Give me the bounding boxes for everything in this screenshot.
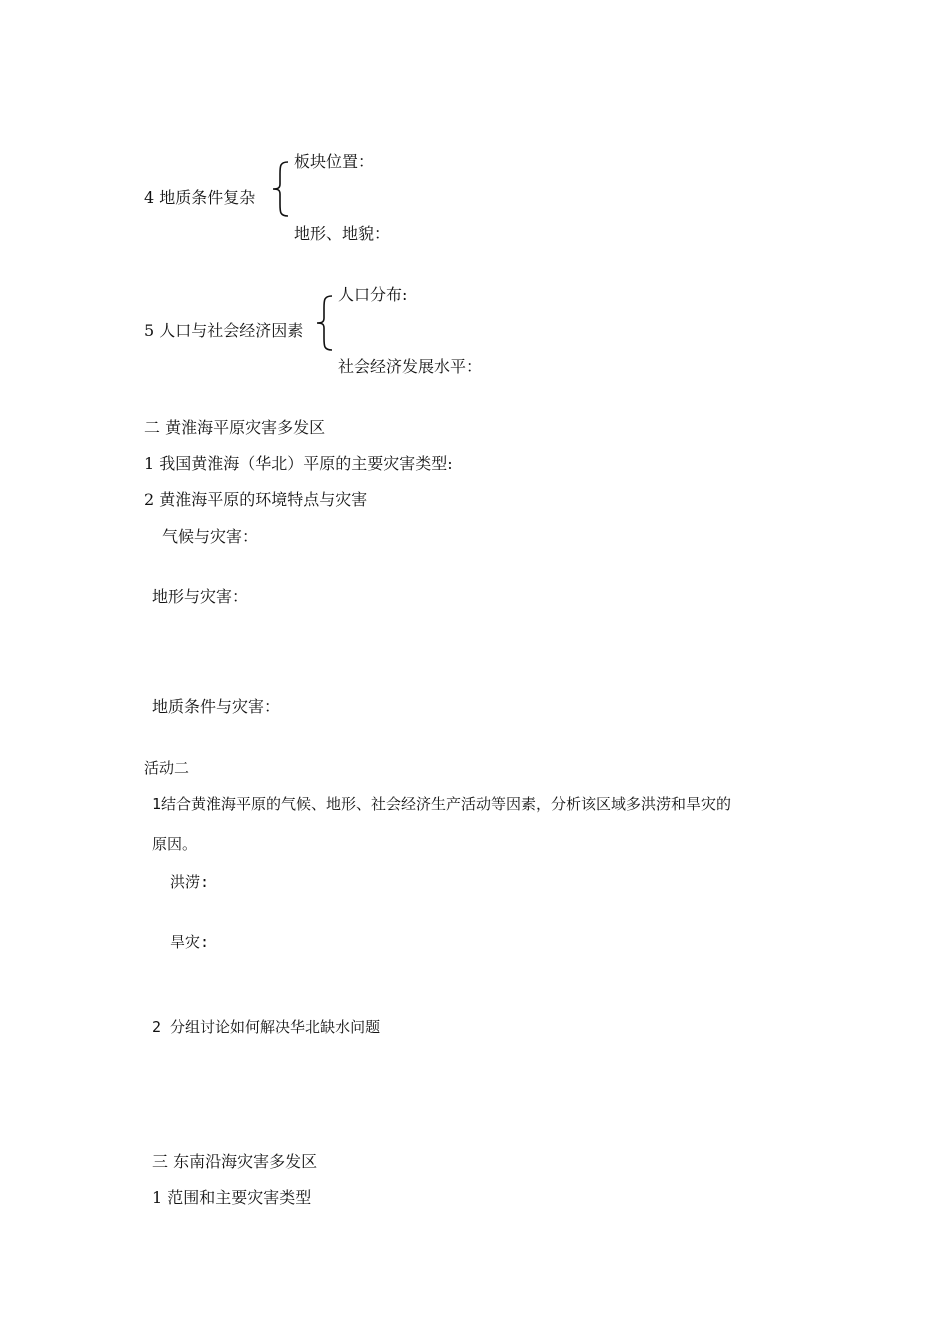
activity2-heading: 活动二 — [144, 759, 190, 777]
section2-heading: 二 黄淮海平原灾害多发区 — [144, 418, 326, 437]
section2-question-2: 2 黄淮海平原的环境特点与灾害 — [144, 490, 368, 509]
item5-development-label: 社会经济发展水平： — [338, 357, 483, 376]
item4-terrain-label: 地形、地貌： — [294, 224, 391, 243]
activity2-question-2: 2 分组讨论如何解决华北缺水问题 — [152, 1018, 381, 1036]
section2-question-1: 1 我国黄淮海（华北）平原的主要灾害类型: — [144, 454, 453, 473]
section3-heading: 三 东南沿海灾害多发区 — [152, 1152, 318, 1171]
item5-socioeconomic-label: 5 人口与社会经济因素 — [144, 321, 304, 340]
item4-geology-label: 4 地质条件复杂 — [144, 188, 256, 207]
climate-disaster-label: 气候与灾害： — [162, 527, 259, 546]
item5-brace — [314, 294, 334, 352]
item4-plate-position-label: 板块位置： — [294, 152, 375, 171]
item4-brace — [270, 160, 290, 218]
terrain-disaster-label: 地形与灾害： — [152, 587, 249, 606]
activity2-question-1-line2: 原因。 — [152, 835, 198, 853]
geology-disaster-label: 地质条件与灾害： — [152, 697, 281, 716]
drought-label: 旱灾: — [170, 933, 210, 951]
flood-label: 洪涝: — [170, 873, 210, 891]
activity2-question-1-line1: 1结合黄淮海平原的气候、地形、社会经济生产活动等因素，分析该区域多洪涝和旱灾的 — [152, 795, 732, 813]
item5-population-label: 人口分布: — [338, 285, 408, 304]
section3-question-1: 1 范围和主要灾害类型 — [152, 1188, 312, 1207]
